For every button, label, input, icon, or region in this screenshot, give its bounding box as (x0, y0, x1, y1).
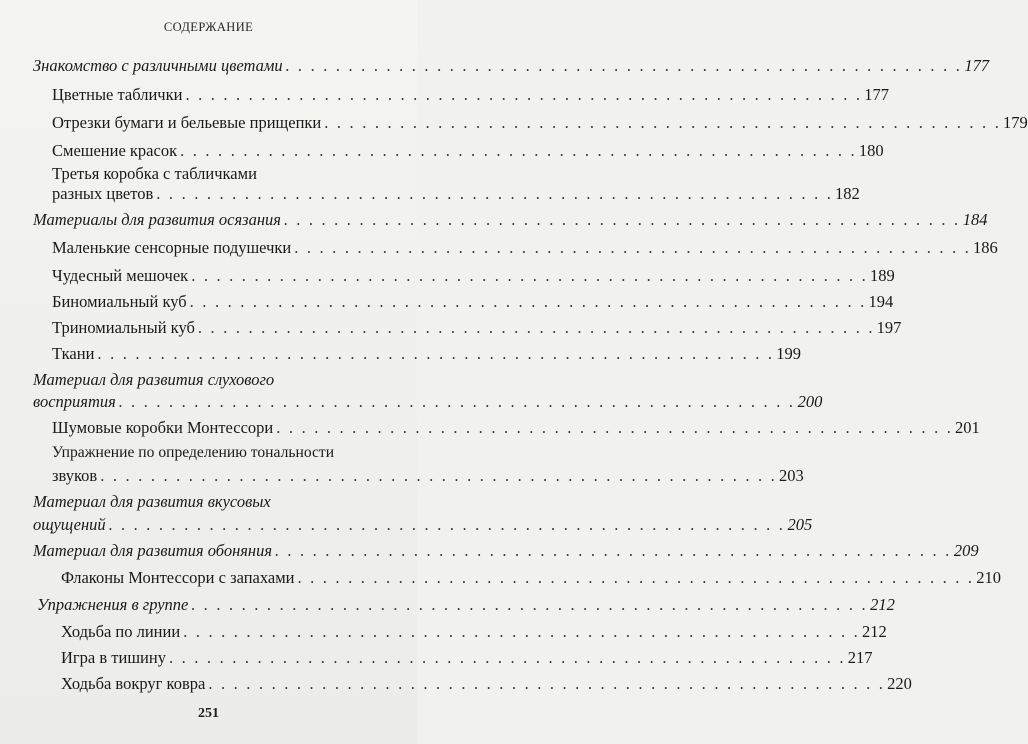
toc-leader-dots: . . . . . . . . . . . . . . . . . . . . . . . . . . . . . . . . . . . . . . . . . . . . . . . . . . . . . . (185, 85, 863, 104)
toc-entry (52, 466, 804, 486)
toc-leader-dots: . . . . . . . . . . . . . . . . . . . . . . . . . . . . . . . . . . . . . . . . . . . . . . . . . . . . . . (189, 292, 867, 311)
toc-leader-dots: . . . . . . . . . . . . . . . . . . . . . . . . . . . . . . . . . . . . . . . . . . . . . . . . . . . . . . (275, 541, 952, 560)
toc-leader-dots: . . . . . . . . . . . . . . . . . . . . . . . . . . . . . . . . . . . . . . . . . . . . . . . . . . . . . . (208, 674, 886, 693)
toc-leader-dots: . . . . . . . . . . . . . . . . . . . . . . . . . . . . . . . . . . . . . . . . . . . . . . . . . . . . . . (97, 344, 775, 363)
toc-leader-dots: . . . . . . . . . . . . . . . . . . . . . . . . . . . . . . . . . . . . . . . . . . . . . . . . . . . . . . (276, 418, 954, 437)
toc-leader-dots: . . . . . . . . . . . . . . . . . . . . . . . . . . . . . . . . . . . . . . . . . . . . . . . . . . . . . . (191, 595, 869, 614)
toc-entry-title: Материал для развития обоняния (33, 541, 273, 560)
toc-entry (52, 184, 860, 204)
toc-entry-page: 212 (861, 622, 887, 641)
toc-entry (52, 113, 1028, 133)
toc-entry-page: 203 (779, 466, 804, 485)
toc-leader-dots: . . . . . . . . . . . . . . . . . . . . . . . . . . . . . . . . . . . . . . . . . . . . . . . . . . . . . . (156, 184, 834, 203)
toc-entry-page: 177 (864, 85, 889, 104)
toc-entry-title-line: Материал для развития слухового (33, 370, 275, 389)
toc-leader-dots: . . . . . . . . . . . . . . . . . . . . . . . . . . . . . . . . . . . . . . . . . . . . . . . . . . . . . . (297, 568, 975, 587)
toc-entry-title: Смешение красок (52, 141, 178, 160)
toc-entry (52, 318, 902, 338)
toc-entry-page: 194 (868, 292, 894, 311)
toc-entry (61, 568, 1002, 588)
toc-entry-title: Биномиальный куб (52, 292, 187, 311)
toc-entry-page: 184 (962, 210, 988, 229)
toc-entry (52, 292, 894, 312)
toc-entry (52, 238, 998, 258)
toc-entry-page: 186 (973, 238, 998, 257)
toc-entry-title-line: Материал для развития вкусовых (33, 492, 271, 511)
toc-entry (61, 622, 887, 642)
toc-entry-page: 199 (776, 344, 801, 363)
toc-entry-title: восприятия (33, 392, 116, 411)
toc-leader-dots: . . . . . . . . . . . . . . . . . . . . . . . . . . . . . . . . . . . . . . . . . . . . . . . . . . . . . . (283, 210, 961, 229)
toc-entry (33, 541, 979, 561)
toc-entry (61, 648, 873, 668)
toc-entry (52, 344, 801, 364)
toc-entry-title: Цветные таблички (52, 85, 183, 104)
toc-entry-page: 189 (869, 266, 895, 285)
toc-entry (52, 141, 884, 161)
toc-entry-page: 200 (797, 392, 823, 411)
toc-entry-page: 212 (870, 595, 895, 614)
toc-leader-dots: . . . . . . . . . . . . . . . . . . . . . . . . . . . . . . . . . . . . . . . . . . . . . . . . . . . . . . (197, 318, 875, 337)
toc-entry (37, 595, 895, 615)
toc-entry-page: 217 (847, 648, 873, 667)
toc-entry-page: 220 (887, 674, 912, 693)
toc-entry-title: Флаконы Монтессори с запахами (61, 568, 295, 587)
toc-leader-dots: . . . . . . . . . . . . . . . . . . . . . . . . . . . . . . . . . . . . . . . . . . . . . . . . . . . . . . (191, 266, 868, 285)
toc-leader-dots: . . . . . . . . . . . . . . . . . . . . . . . . . . . . . . . . . . . . . . . . . . . . . . . . . . . . . . (118, 392, 796, 411)
toc-entry-title: Маленькие сенсорные подушечки (52, 238, 292, 257)
toc-entry-title: Материалы для развития осязания (33, 210, 281, 229)
toc-entry (61, 674, 912, 694)
toc-entry-title: Шумовые коробки Монтессори (52, 418, 274, 437)
toc-entry-page: 177 (964, 56, 990, 75)
toc-entry-title: Триномиальный куб (52, 318, 195, 337)
toc-leader-dots: . . . . . . . . . . . . . . . . . . . . . . . . . . . . . . . . . . . . . . . . . . . . . . . . . . . . . . (180, 141, 857, 160)
toc-entry-title: ощущений (33, 515, 106, 534)
toc-entry (33, 56, 990, 76)
toc-leader-dots: . . . . . . . . . . . . . . . . . . . . . . . . . . . . . . . . . . . . . . . . . . . . . . . . . . . . . . (168, 648, 846, 667)
toc-entry-title: разных цветов (52, 184, 154, 203)
toc-entry-title: Игра в тишину (61, 648, 166, 667)
toc-entry-title: Знакомство с различными цветами (33, 56, 283, 75)
toc-leader-dots: . . . . . . . . . . . . . . . . . . . . . . . . . . . . . . . . . . . . . . . . . . . . . . . . . . . . . . (285, 56, 963, 75)
toc-entry-title: Упражнения в группе (37, 595, 189, 614)
toc-entry-page: 201 (955, 418, 980, 437)
toc-entry-page: 197 (876, 318, 902, 337)
toc-entry-title: Ходьба вокруг ковра (61, 674, 206, 693)
toc-entry-title: Отрезки бумаги и бельевые прищепки (52, 113, 322, 132)
toc-entry-title: Чудесный мешочек (52, 266, 189, 285)
toc-entry (52, 266, 895, 286)
toc-leader-dots: . . . . . . . . . . . . . . . . . . . . . . . . . . . . . . . . . . . . . . . . . . . . . . . . . . . . . . (183, 622, 860, 641)
toc-entry-page: 209 (953, 541, 979, 560)
toc-entry (52, 418, 980, 438)
toc-entry-title: Ткани (52, 344, 95, 363)
page-header: СОДЕРЖАНИЕ (163, 20, 254, 34)
toc-leader-dots: . . . . . . . . . . . . . . . . . . . . . . . . . . . . . . . . . . . . . . . . . . . . . . . . . . . . . . (108, 515, 786, 534)
toc-entry-page: 182 (835, 184, 860, 203)
toc-entry (33, 392, 823, 412)
toc-entry-page: 180 (858, 141, 884, 160)
toc-leader-dots: . . . . . . . . . . . . . . . . . . . . . . . . . . . . . . . . . . . . . . . . . . . . . . . . . . . . . . (324, 113, 1002, 132)
toc-entry (33, 210, 988, 230)
toc-entry-page: 205 (787, 515, 813, 534)
toc-entry-title: Ходьба по линии (61, 622, 181, 641)
toc-entry (33, 515, 813, 535)
toc-entry-page: 179 (1003, 113, 1028, 132)
toc-entry-title-line: Упражнение по определению тональности (52, 444, 335, 461)
page-number: 251 (198, 706, 219, 721)
toc-entry-title: звуков (52, 466, 98, 485)
toc-leader-dots: . . . . . . . . . . . . . . . . . . . . . . . . . . . . . . . . . . . . . . . . . . . . . . . . . . . . . . (294, 238, 972, 257)
toc-leader-dots: . . . . . . . . . . . . . . . . . . . . . . . . . . . . . . . . . . . . . . . . . . . . . . . . . . . . . . (100, 466, 777, 485)
toc-entry-page: 210 (976, 568, 1002, 587)
toc-entry (52, 85, 889, 105)
toc-entry-title-line: Третья коробка с табличками (52, 164, 257, 183)
